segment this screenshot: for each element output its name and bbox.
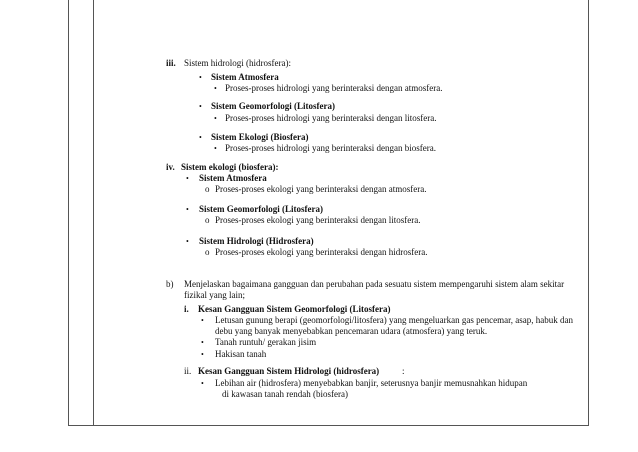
section-b-text: Menjelaskan bagaimana gangguan dan perubahan pada sesuatu sistem mempengaruhi sistem alam sekitar: [184, 279, 565, 289]
sub-i-bullet-text: Letusan gunung berapi (geomorfologi/litosfera) yang mengeluarkan gas pencemar, asap, habuk dan: [215, 315, 574, 325]
bullet-icon: •: [199, 133, 202, 142]
section-iv-item-title: Sistem Atmosfera: [199, 173, 267, 183]
section-iv-item-title: Sistem Hidrologi (Hidrosfera): [199, 236, 314, 246]
section-iv-item-desc: Proses-proses ekologi yang berinteraksi dengan litosfera.: [215, 215, 421, 225]
section-iv-marker: iv.: [166, 162, 175, 172]
table-frame: [68, 0, 589, 426]
section-iii-item-title: Sistem Geomorfologi (Litosfera): [211, 101, 335, 111]
sub-ii-title: Kesan Gangguan Sistem Hidrologi (hidrosfera): [198, 366, 380, 376]
circle-icon: o: [205, 247, 210, 257]
sub-i-marker: i.: [184, 304, 189, 314]
section-b-marker: b): [166, 279, 174, 289]
section-iv-item-desc: Proses-proses ekologi yang berinteraksi dengan atmosfera.: [215, 184, 427, 194]
bullet-icon: •: [201, 379, 204, 388]
section-iii-item-title: Sistem Ekologi (Biosfera): [211, 132, 309, 142]
bullet-icon: •: [214, 84, 217, 93]
section-iii-item-desc: Proses-proses hidrologi yang berinteraksi dengan biosfera.: [225, 143, 436, 153]
bullet-icon: •: [201, 338, 204, 347]
section-iii-marker: iii.: [166, 58, 176, 68]
sub-ii-title-suffix: :: [402, 366, 405, 376]
bullet-icon: •: [199, 73, 202, 82]
column-divider: [93, 0, 94, 425]
bullet-icon: •: [214, 144, 217, 153]
section-iii-item-title: Sistem Atmosfera: [211, 72, 279, 82]
bullet-icon: •: [186, 237, 189, 246]
sub-ii-bullet-text: Lebihan air (hidrosfera) menyebabkan banjir, seterusnya banjir memusnahkan hidupan: [215, 378, 528, 388]
section-iii-item-desc: Proses-proses hidrologi yang berinteraksi dengan litosfera.: [225, 113, 437, 123]
sub-ii-marker: ii.: [184, 366, 192, 376]
sub-i-bullet-text: Tanah runtuh/ gerakan jisim: [215, 337, 317, 347]
section-iv-heading: Sistem ekologi (biosfera):: [181, 162, 279, 172]
bullet-icon: •: [201, 316, 204, 325]
sub-i-title: Kesan Gangguan Sistem Geomorfologi (Litosfera): [198, 304, 391, 314]
bullet-icon: •: [214, 114, 217, 123]
section-iii-heading: Sistem hidrologi (hidrosfera):: [184, 58, 291, 68]
section-iii-item-desc: Proses-proses hidrologi yang berinteraksi dengan atmosfera.: [225, 83, 443, 93]
bullet-icon: •: [186, 174, 189, 183]
sub-ii-bullet-text: di kawasan tanah rendah (biosfera): [222, 389, 348, 399]
bullet-icon: •: [199, 102, 202, 111]
section-iv-item-title: Sistem Geomorfologi (Litosfera): [199, 204, 323, 214]
sub-i-bullet-text: Hakisan tanah: [215, 349, 267, 359]
section-iv-item-desc: Proses-proses ekologi yang berinteraksi dengan hidrosfera.: [215, 247, 428, 257]
bullet-icon: •: [186, 205, 189, 214]
circle-icon: o: [205, 184, 210, 194]
circle-icon: o: [205, 215, 210, 225]
section-b-text: fizikal yang lain;: [184, 290, 245, 300]
sub-i-bullet-text: debu yang banyak menyebabkan pencemaran udara (atmosfera) yang teruk.: [215, 326, 488, 336]
bullet-icon: •: [201, 350, 204, 359]
